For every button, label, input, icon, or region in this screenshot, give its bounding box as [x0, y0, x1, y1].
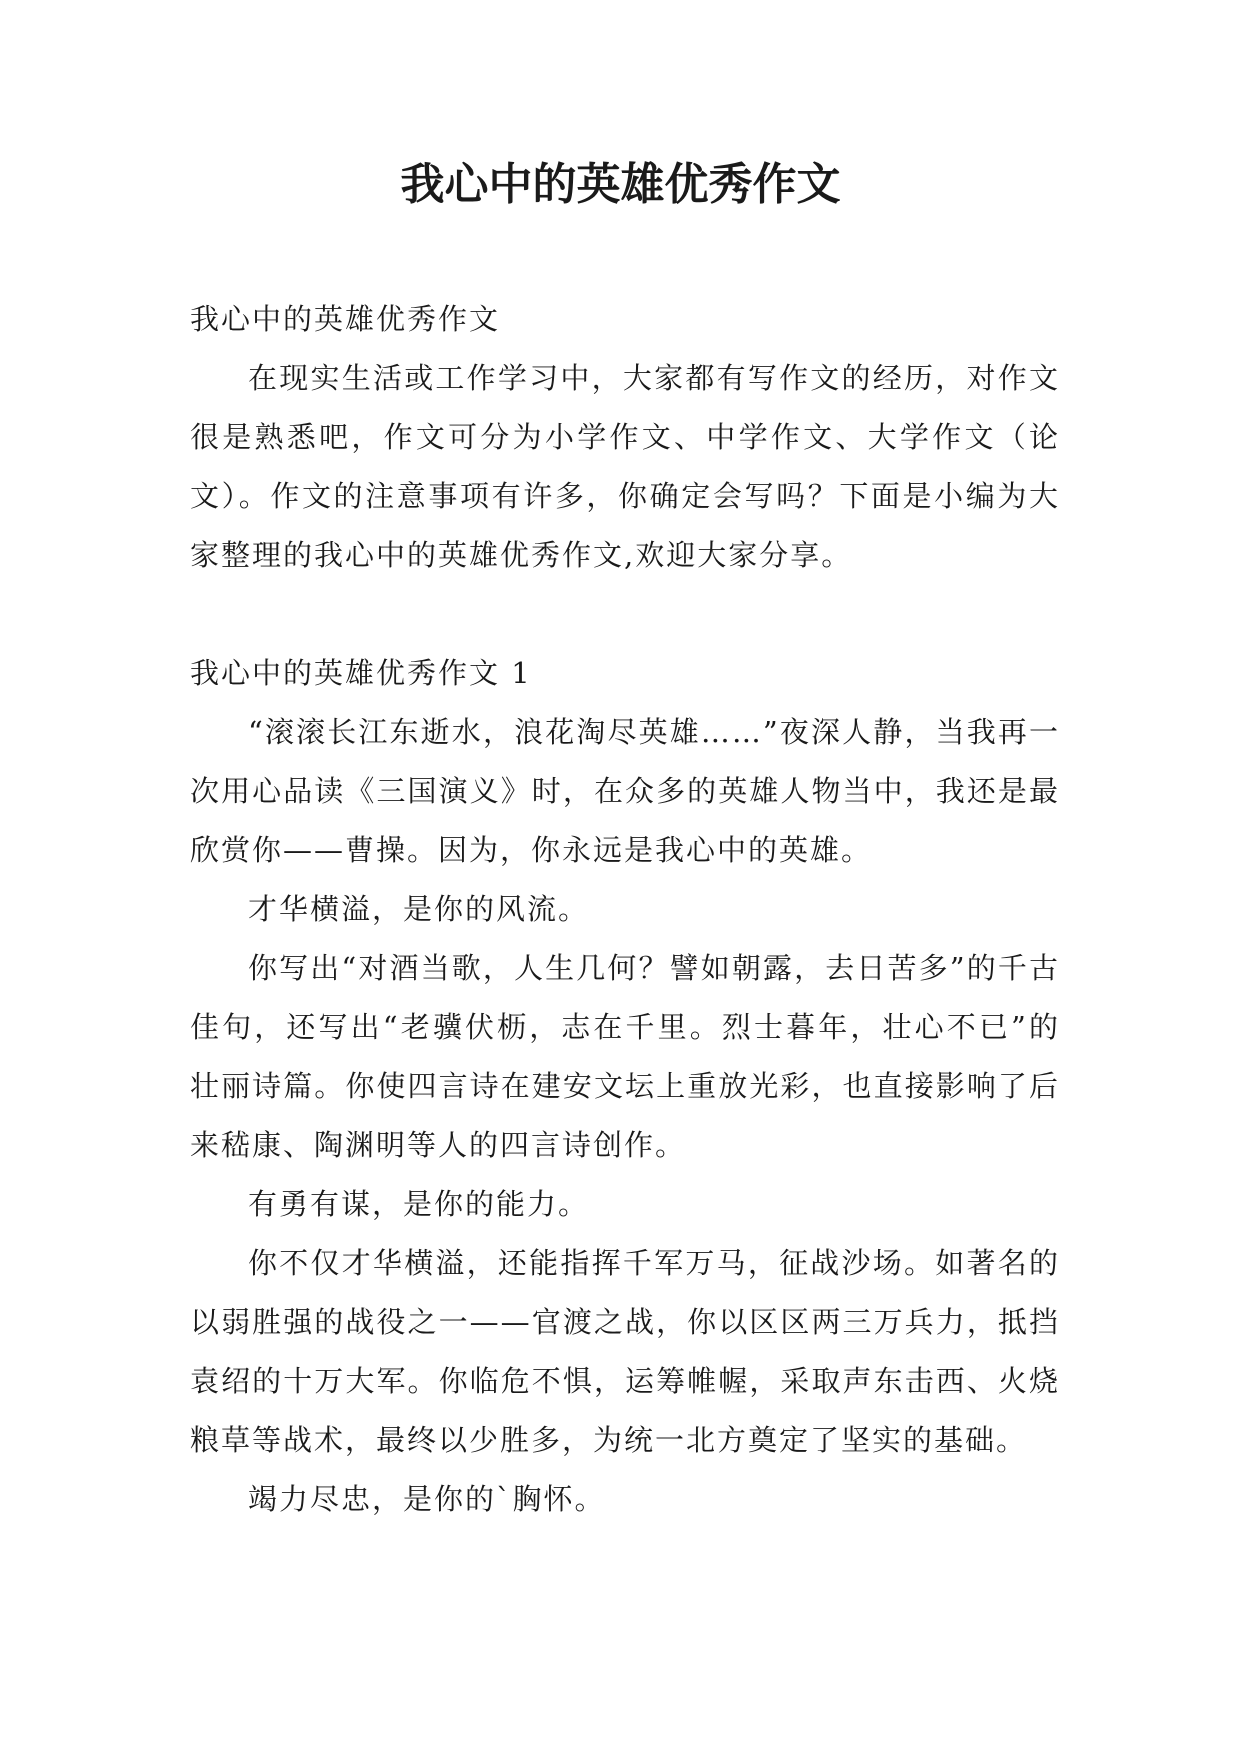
document-body	[190, 290, 1060, 1529]
paragraph: 你不仅才华横溢，还能指挥千军万马，征战沙场。如著名的以弱胜强的战役之一——官渡之战，你以区区两三万兵力，抵挡袁绍的十万大军。你临危不惧，运筹帷幄，采取声东击西、火烧粮草等战术，最终以少胜多，为统一北方奠定了坚实的基础。	[190, 1246, 1060, 1457]
paragraph: 你写出“对酒当歌，人生几何？譬如朝露，去日苦多”的千古佳句，还写出“老骥伏枥，志在千里。烈士暮年，壮心不已”的壮丽诗篇。你使四言诗在建安文坛上重放光彩，也直接影响了后来嵇康、陶渊明等人的四言诗创作。	[190, 951, 1060, 1162]
paragraph-spacer	[190, 585, 1060, 644]
paragraph: 竭力尽忠，是你的`胸怀。	[248, 1482, 606, 1516]
section-heading: 我心中的英雄优秀作文 1	[190, 656, 532, 690]
intro-paragraph: 在现实生活或工作学习中，大家都有写作文的经历，对作文很是熟悉吧，作文可分为小学作文、中学作文、大学作文（论文）。作文的注意事项有许多，你确定会写吗？下面是小编为大家整理的我心中的英雄优秀作文,欢迎大家分享。	[190, 361, 1060, 572]
subtitle-line: 我心中的英雄优秀作文	[190, 302, 501, 336]
paragraph: 才华横溢，是你的风流。	[248, 892, 590, 926]
paragraph: 有勇有谋，是你的能力。	[248, 1187, 590, 1221]
paragraph: “滚滚长江东逝水，浪花淘尽英雄……”夜深人静，当我再一次用心品读《三国演义》时，在众多的英雄人物当中，我还是最欣赏你——曹操。因为，你永远是我心中的英雄。	[190, 715, 1060, 867]
document-title: 我心中的英雄优秀作文	[400, 159, 841, 210]
